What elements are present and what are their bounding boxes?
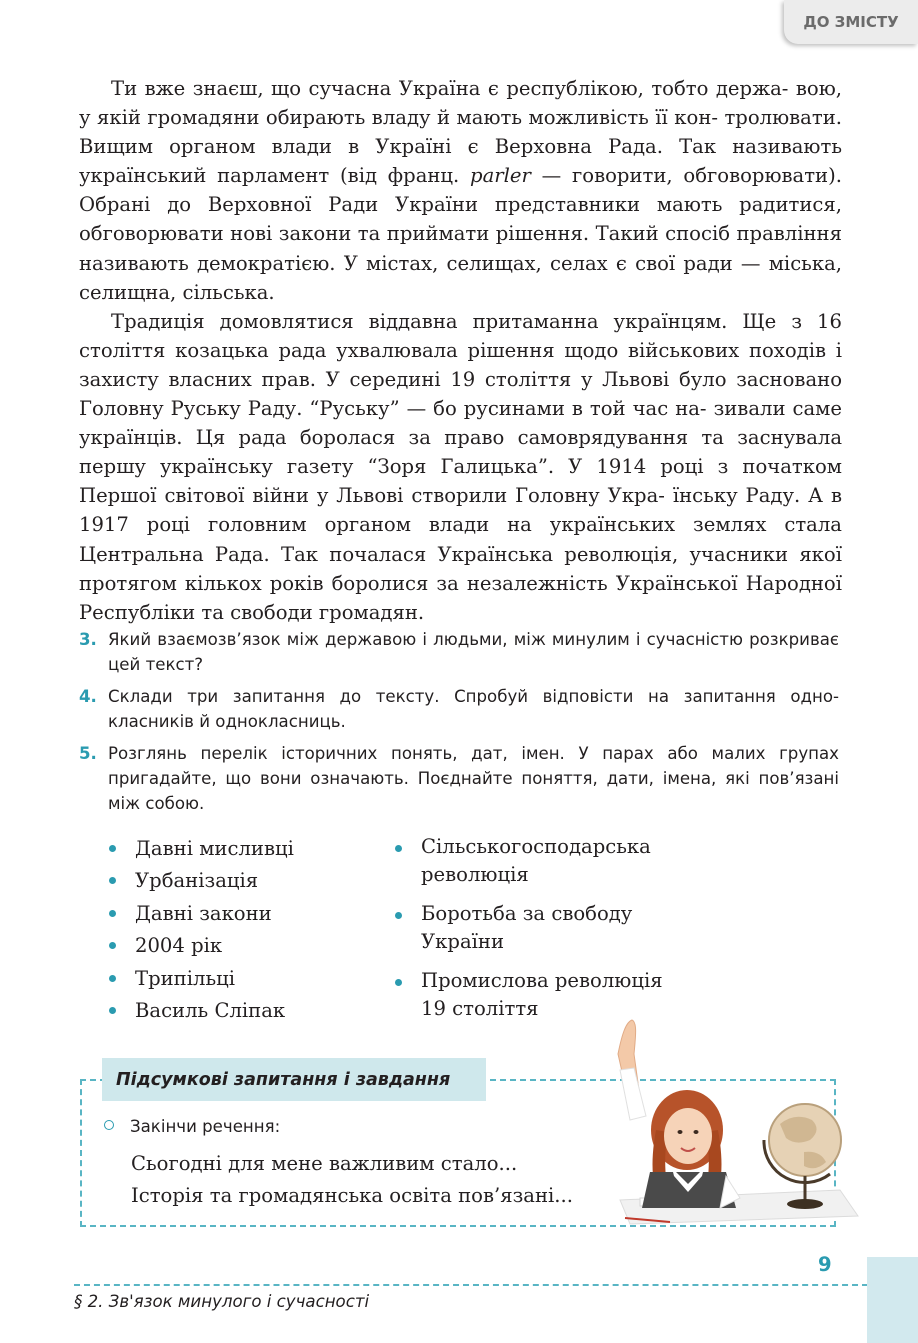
concepts-list-right (393, 833, 703, 1034)
toc-button[interactable] (784, 0, 918, 44)
question-text: Склади три запитання до тексту. Спробуй відповісти на запитання одно-класників й однокласниць. (108, 687, 839, 731)
toc-label: ДО ЗМІСТУ (803, 13, 899, 31)
list-item: Давні мисливці (107, 833, 294, 865)
question-text: Розглянь перелік історичних понять, дат, імен. У парах або малих групах пригадайте, що вони означають. Поєднайте поняття, дати, імена, які пов’язані між собою. (108, 744, 840, 813)
question-5 (79, 741, 839, 816)
page-number: 9 (818, 1253, 832, 1276)
question-4 (79, 684, 839, 734)
summary-title: Підсумкові запитання і завдання (102, 1058, 486, 1101)
question-3 (79, 627, 839, 677)
list-item: Василь Сліпак (107, 995, 294, 1027)
list-item: Давні закони (107, 898, 294, 930)
questions-list (79, 627, 839, 823)
main-text (79, 74, 842, 627)
chapter-title: § 2. Зв'язок минулого і сучасності (74, 1292, 370, 1311)
summary-sentence-2: Історія та громадянська освіта пов’язані... (131, 1184, 573, 1207)
paragraph-2: Традиція домовлятися віддавна притаманна українцям. Ще з 16 століття козацька рада ухвалювала рішення щодо військових походів і захисту власних прав. У середині 19 століття у Львові було засновано Головну Руську Раду. “Руську” — бо русинами в той час на- зивали саме українців. Ця рада боролася за право самоврядування та заснувала першу українську газету “Зоря Галицька”. У 1914 році з початком Першої світової війни у Львові створили Головну Укра- їнську Раду. А в 1917 році головним органом влади на українських землях стала Центральна Рада. Так почалася Українська революція, учасники якої протягом кількох років боролися за незалежність Української Народної Республіки та свободи громадян. (79, 309, 843, 624)
list-item: Промислова революція 19 століття (393, 967, 703, 1023)
list-item: Урбанізація (107, 865, 294, 897)
question-number: 3. (79, 630, 97, 649)
list-item: Трипільці (107, 963, 294, 995)
question-number: 5. (79, 744, 97, 763)
concepts-list-left (107, 833, 294, 1027)
footer-divider (74, 1284, 868, 1286)
page-corner-tab (867, 1257, 918, 1343)
list-item: Боротьба за свободу України (393, 900, 703, 956)
summary-intro: Закінчи речення: (104, 1114, 280, 1140)
circle-bullet-icon (104, 1120, 114, 1130)
paragraph-1: Ти вже знаєш, що сучасна Україна є республікою, тобто держа- вою, у якій громадяни обирають владу й мають можливість її кон- тролювати. Вищим органом влади в Україні є Верховна Рада. Так називають український парламент (від франц. parler — говорити, обговорювати). Обрані до Верховної Ради України представники мають радитися, обговорювати нові закони та приймати рішення. Такий спосіб правління називають демократією. У містах, селищах, селах є свої ради — міська, селищна, сільська. (79, 77, 842, 304)
summary-sentence-1: Сьогодні для мене важливим стало... (131, 1152, 518, 1175)
question-text: Який взаємозв’язок між державою і людьми, між минулим і сучасністю розкриває цей текст? (108, 630, 839, 674)
girl-with-globe-illustration (590, 1012, 865, 1234)
question-number: 4. (79, 687, 97, 706)
list-item: 2004 рік (107, 930, 294, 962)
list-item: Сільськогосподарська революція (393, 833, 703, 889)
